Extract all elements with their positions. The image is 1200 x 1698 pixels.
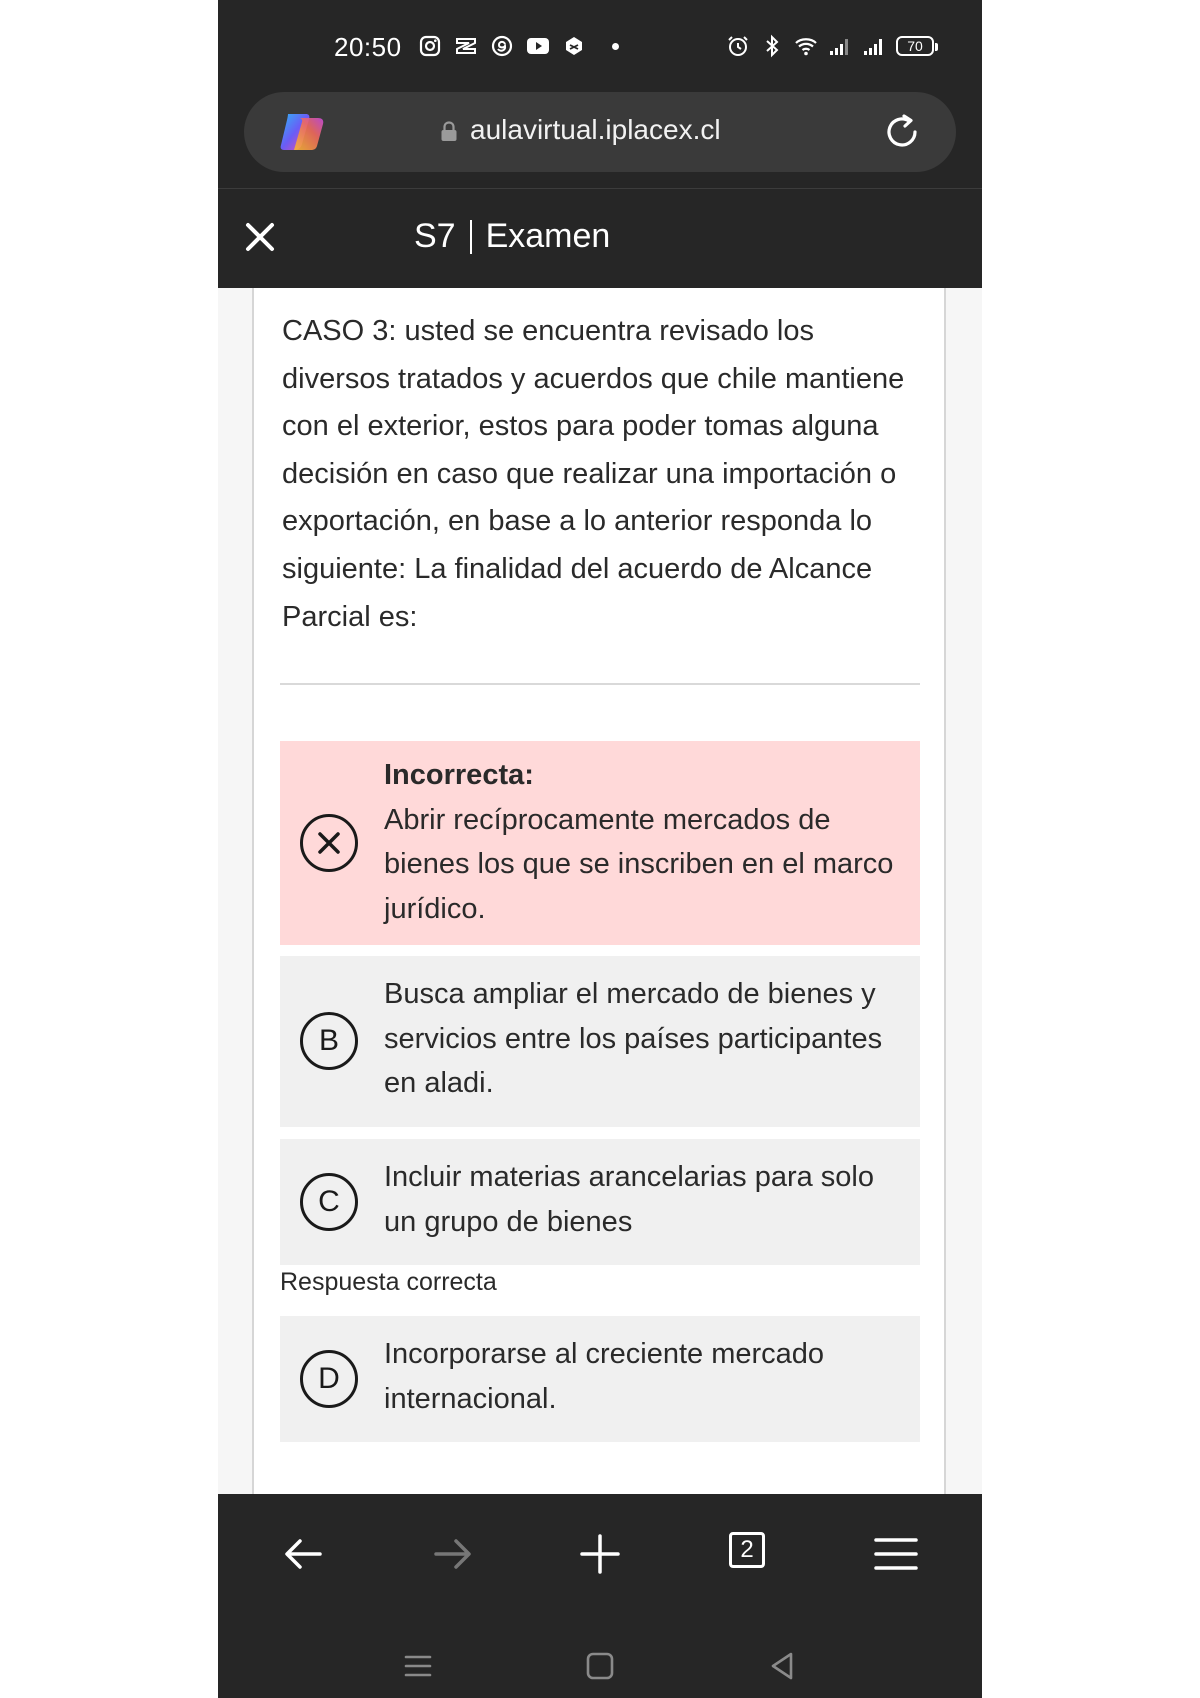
browser-bottom-bar bbox=[218, 1494, 982, 1698]
close-icon[interactable] bbox=[240, 217, 280, 257]
phone-screen bbox=[218, 0, 982, 1698]
option-a-text: Abrir recíprocamente mercados de bienes los que se inscriben en el marco jurídico. bbox=[384, 803, 894, 925]
recent-apps-icon[interactable] bbox=[402, 1650, 434, 1682]
option-letter-d: D bbox=[300, 1350, 358, 1408]
notification-icons bbox=[418, 34, 619, 58]
answer-option-c[interactable] bbox=[280, 1139, 920, 1265]
answer-option-b[interactable] bbox=[280, 956, 920, 1127]
answer-option-d[interactable] bbox=[280, 1316, 920, 1442]
exam-title: Examen bbox=[485, 217, 611, 255]
home-icon[interactable] bbox=[584, 1650, 616, 1682]
exam-header bbox=[218, 188, 982, 288]
more-notifications-dot bbox=[612, 43, 619, 50]
signal-icon bbox=[862, 34, 886, 58]
title-separator bbox=[470, 220, 472, 254]
instagram-icon bbox=[418, 34, 442, 58]
url-text[interactable]: aulavirtual.iplacex.cl bbox=[470, 114, 721, 145]
option-letter-c: C bbox=[300, 1173, 358, 1231]
option-text bbox=[384, 753, 894, 931]
lock-icon bbox=[440, 120, 458, 142]
question-text: CASO 3: usted se encuentra revisado los diversos tratados y acuerdos que chile mantiene con el exterior, estos para poder tomas alguna decisión en caso que realizar una importación o exportación, en base a lo anterior responda lo siguiente: La finalidad del acuerdo de Alcance Parcial es: bbox=[282, 315, 905, 633]
option-c-text: Incluir materias arancelarias para solo un grupo de bienes bbox=[384, 1161, 874, 1238]
browser-toolbar bbox=[218, 92, 982, 188]
threads-icon bbox=[490, 34, 514, 58]
reload-icon[interactable] bbox=[880, 110, 924, 154]
result-status: Incorrecta: bbox=[384, 759, 534, 791]
forward-arrow-icon[interactable] bbox=[426, 1528, 478, 1580]
answer-option-a[interactable] bbox=[280, 741, 920, 945]
back-arrow-icon[interactable] bbox=[278, 1528, 330, 1580]
close-icon bbox=[314, 828, 344, 858]
incorrect-icon bbox=[300, 814, 358, 872]
youtube-icon bbox=[526, 34, 550, 58]
address-bar[interactable] bbox=[244, 92, 956, 172]
battery-indicator: 70 bbox=[896, 36, 934, 56]
tabs-counter-button[interactable]: 2 bbox=[729, 1532, 765, 1568]
wifi-icon bbox=[794, 34, 818, 58]
bluetooth-icon bbox=[760, 34, 784, 58]
option-b-text: Busca ampliar el mercado de bienes y servicios entre los países participantes en aladi. bbox=[384, 978, 883, 1099]
menu-icon[interactable] bbox=[870, 1528, 922, 1580]
system-back-icon[interactable] bbox=[766, 1650, 798, 1682]
option-d-text: Incorporarse al creciente mercado internacional. bbox=[384, 1338, 825, 1415]
status-bar bbox=[218, 0, 982, 92]
option-letter-b: B bbox=[300, 1012, 358, 1070]
correct-answer-label: Respuesta correcta bbox=[280, 1268, 497, 1296]
capcut-icon bbox=[454, 34, 478, 58]
signal-icon bbox=[828, 34, 852, 58]
page-title bbox=[414, 217, 610, 256]
divider bbox=[280, 683, 920, 685]
alarm-icon bbox=[726, 34, 750, 58]
app-icon bbox=[562, 34, 586, 58]
new-tab-plus-icon[interactable] bbox=[574, 1528, 626, 1580]
system-icons bbox=[726, 34, 934, 58]
section-label: S7 bbox=[414, 217, 456, 255]
copilot-icon[interactable] bbox=[278, 110, 326, 154]
status-time: 20:50 bbox=[334, 32, 402, 62]
question-panel bbox=[252, 288, 946, 1494]
